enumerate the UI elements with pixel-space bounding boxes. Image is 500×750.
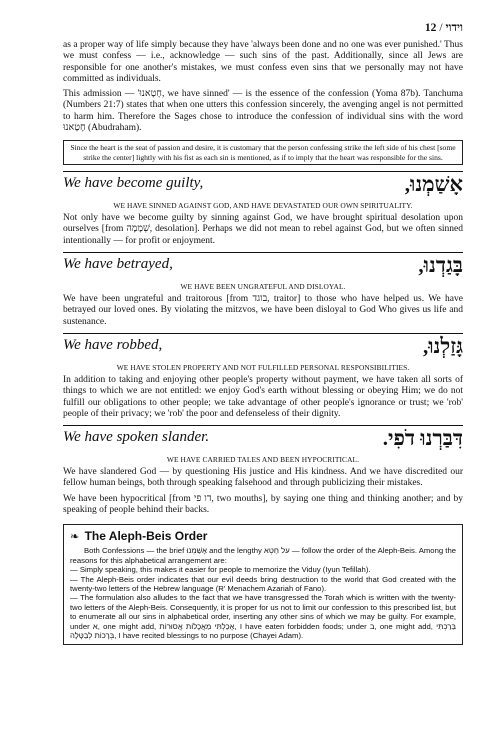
confession-commentary: We have been hypocritical [from דו פי, two mouths], by saying one thing and thinking another; and by speaking of people behind their backs. [63,493,463,516]
page-number: 12 [424,22,437,34]
aleph-beis-title [70,529,456,543]
confession-commentary: We have slandered God — by questioning His justice and His kindness. And we have discredited our fellow human beings, both through speaking falsehood and through publicizing their mistakes. [63,467,463,489]
confession-hebrew: גָּזַלְנוּ, [422,333,463,358]
confession-summary: WE HAVE BEEN UNGRATEFUL AND DISLOYAL. [180,282,346,292]
confession-commentary: Not only have we become guilty by sinning against God, we have brought spiritual desolation upon ourselves [from שְׁמָמָה, desolation]. Perhaps we did not mean to rebel against God, but we often sinned intentionally — for profit or enjoyment. [63,213,463,246]
confession-english: We have robbed, [63,336,163,353]
confession-summary: WE HAVE SINNED AGAINST GOD, AND HAVE DEVASTATED OUR OWN SPIRITUALITY. [113,201,413,211]
aleph-beis-paragraph: — The formulation also alludes to the fact that we have transgressed the Torah which is written with the twenty-two letters of the Aleph-Beis. Consequently, it is proper for us not to limit our confession to this prescribed list, but to enumerate all our sins in alphabetical order, inserting any other sins of which we may be guilty. For example, under א, one might add, אָכַלְתִּי מַאֲכָלוֹת אֲסוּרוֹת, I have eaten forbidden foods; under ב, one might add, בֵּרַכְתִּי בְּרָכוֹת לְבַטָּלָה, I have recited blessings to no purpose (Chayei Adam). [70,593,456,640]
confession-hebrew: אָשַׁמְנוּ, [404,172,463,197]
confession-heading [63,252,463,280]
aleph-beis-title-text: The Aleph-Beis Order [84,529,208,544]
aleph-beis-box [63,524,463,645]
header-separator: / [439,22,443,34]
confession-english: We have betrayed, [63,256,173,273]
instruction-box: Since the heart is the seat of passion and desire, it is customary that the person confessing strike the left side of his chest [some strike the center] lightly with his fist as each sin is mentioned, as if to imply that the heart was responsible for the sins. [63,140,463,165]
page [63,22,463,645]
aleph-beis-paragraph: — The Aleph-Beis order indicates that our evil deeds bring destruction to the world that God created with the twenty-two letters of the Hebrew language (R' Menachem Azariah of Fano). [70,574,456,593]
confession-summary: WE HAVE STOLEN PROPERTY AND NOT FULFILLED PERSONAL RESPONSIBILITIES. [116,362,410,372]
header-title: וידוי [445,22,463,34]
confession-heading [63,333,463,361]
running-header [63,22,463,40]
confession-heading [63,171,463,199]
confession-hebrew: דִּבַּרְנוּ דֹפִי. [382,426,463,451]
confession-english: We have become guilty, [63,175,204,192]
aleph-beis-paragraph: Both Confessions — the brief אָשַׁמְנוּ and the lengthy על חֵטְא — follow the order of the Aleph-Beis. Among the reasons for this alphabetical arrangement are: [70,546,456,565]
confession-commentary: In addition to taking and enjoying other people's property without payment, we have taken all sorts of things to which we are not entitled: we enjoy God's earth without blessing or obeying Him; we do not fulfill our obligations to other people; we take advantage of other people's ignorance or trust; we 'rob' people of their privacy; we 'rob' the poor and defenseless of their dignity. [63,374,463,419]
confession-hebrew: בָּגַדְנוּ, [418,253,463,278]
confession-english: We have spoken slander. [63,429,210,446]
aleph-beis-paragraph: — Simply speaking, this makes it easier for people to memorize the Viduy (Iyun Tefillah). [70,565,371,575]
confession-summary: WE HAVE CARRIED TALES AND BEEN HYPOCRITICAL. [166,455,360,465]
intro-paragraph-1: as a proper way of life simply because they have 'always been done and no one was ever punished.' Thus we must confess — i.e., acknowledge — such sins of the past. Additionally, since all Jews are responsible for one another's mistakes, we must confess even sins that we personally may not have committed as individuals. [63,40,463,84]
intro-paragraph-2: This admission — 'חָטָאנוּ, we have sinned' — is the essence of the confession (Yoma 87b). Tanchuma (Numbers 21:7) states that when one utters this confession sincerely, the avenging angel is not permitted to harm him. Therefore the Sages chose to introduce the confession of individual sins with the word חָטָאנוּ (Abudraham). [63,89,463,134]
confession-commentary: We have been ungrateful and traitorous [from בוגד, traitor] to those who have helped us. We have betrayed our loved ones. By violating the mitzvos, we have been disloyal to God Who gives us life and sustenance. [63,294,463,327]
confession-heading [63,425,463,453]
ornament-icon: ❧ [70,531,80,544]
